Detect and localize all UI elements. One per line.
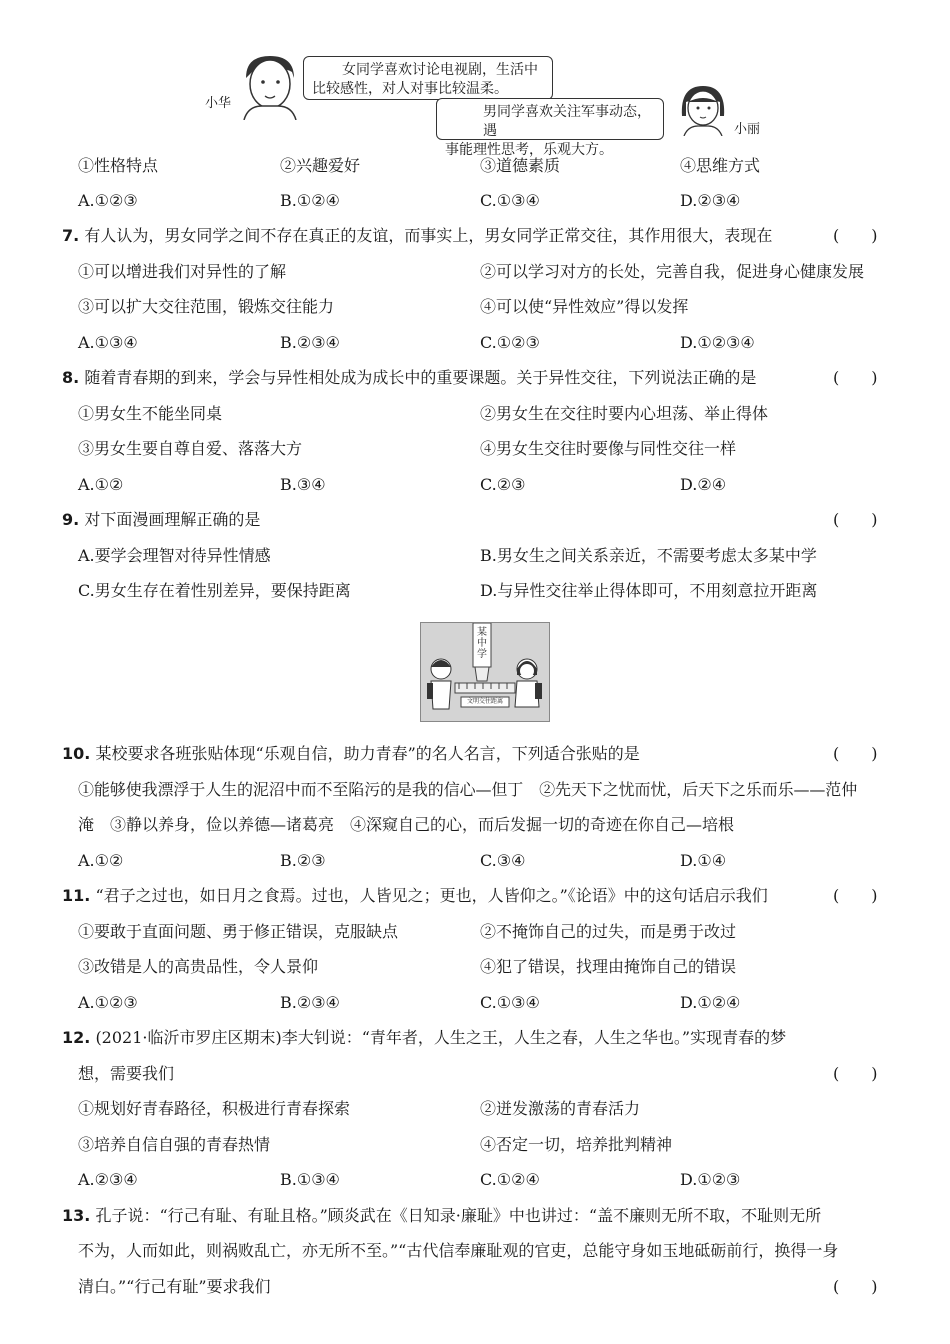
option-item: ④思维方式 bbox=[680, 156, 761, 175]
question-text: 随着青春期的到来，学会与异性相处成为成长中的重要课题。关于异性交往，下列说法正确的是 bbox=[84, 368, 757, 387]
answer-choice-b[interactable]: B.①③④ bbox=[280, 1170, 340, 1189]
option-item: ②男女生在交往时要内心坦荡、举止得体 bbox=[480, 404, 769, 423]
answer-blank[interactable]: ( ) bbox=[833, 1277, 878, 1296]
boy-speech-bubble bbox=[303, 56, 553, 100]
answer-choice-c[interactable]: C.男女生存在着性别差异，要保持距离 bbox=[78, 581, 351, 600]
option-item: ①男女生不能坐同桌 bbox=[78, 404, 223, 423]
answer-choice-c[interactable]: C.①②③ bbox=[480, 333, 540, 352]
answer-choice-a[interactable]: A.①② bbox=[78, 851, 124, 870]
question-stem bbox=[62, 1027, 786, 1049]
option-item: ②不掩饰自己的过失，而是勇于改过 bbox=[480, 922, 737, 941]
question-number: 8. bbox=[62, 368, 80, 387]
answer-choice-d[interactable]: D.①④ bbox=[680, 851, 727, 870]
answer-choice-a[interactable]: A.①② bbox=[78, 475, 124, 494]
cartoon-caption: 文明交往距离 bbox=[466, 698, 503, 705]
answer-choice-b[interactable]: B.男女生之间关系亲近，不需要考虑太多某中学 bbox=[480, 546, 817, 565]
girl-name: 小丽 bbox=[734, 122, 761, 137]
option-text: 淹 ③静以养身，俭以养德—诸葛亮 ④深窥自己的心，而后发掘一切的奇迹在你自己—培根 bbox=[78, 815, 735, 834]
answer-blank[interactable]: ( ) bbox=[833, 1064, 878, 1083]
question-number: 11. bbox=[62, 886, 91, 905]
bubble-bottom-line-1: 男同学喜欢关注军事动态，遇 bbox=[483, 104, 651, 139]
option-item: ①可以增进我们对异性的了解 bbox=[78, 262, 287, 281]
option-item: ④否定一切，培养批判精神 bbox=[480, 1135, 673, 1154]
bubble-top-line-2: 比较感性，对人对事比较温柔。 bbox=[312, 81, 508, 97]
option-item: ③道德素质 bbox=[480, 156, 561, 175]
answer-choice-b[interactable]: B.①②④ bbox=[280, 191, 340, 210]
option-item: ②迸发激荡的青春活力 bbox=[480, 1099, 641, 1118]
question-text-continued: 清白。”“行己有耻”要求我们 bbox=[78, 1277, 271, 1296]
girl-speech-bubble bbox=[436, 98, 664, 158]
girl-avatar bbox=[672, 82, 734, 136]
option-item: ②兴趣爱好 bbox=[280, 156, 361, 175]
answer-blank[interactable]: ( ) bbox=[833, 886, 878, 905]
question-text-continued: 想，需要我们 bbox=[78, 1064, 175, 1083]
answer-blank[interactable]: ( ) bbox=[833, 226, 878, 245]
option-item: ④可以使“异性效应”得以发挥 bbox=[480, 297, 689, 316]
question-number: 12. bbox=[62, 1028, 91, 1047]
answer-choice-a[interactable]: A.①②③ bbox=[78, 191, 138, 210]
answer-choice-a[interactable]: A.①②③ bbox=[78, 993, 138, 1012]
answer-choice-c[interactable]: C.①③④ bbox=[480, 191, 540, 210]
option-item: ④犯了错误，找理由掩饰自己的错误 bbox=[480, 957, 737, 976]
option-item: ③男女生要自尊自爱、落落大方 bbox=[78, 439, 303, 458]
question-text: 有人认为，男女同学之间不存在真正的友谊，而事实上，男女同学正常交往，其作用很大，表现在 bbox=[84, 226, 773, 245]
bubble-bottom-line-2: 事能理性思考，乐观大方。 bbox=[445, 142, 613, 158]
question-stem bbox=[62, 225, 772, 247]
answer-blank[interactable]: ( ) bbox=[833, 744, 878, 763]
question-number: 9. bbox=[62, 510, 80, 529]
option-text: ①能够使我漂浮于人生的泥沼中而不至陷污的是我的信心—但丁 ②先天下之忧而忧，后天下之乐而乐——范仲 bbox=[78, 780, 858, 799]
option-item: ③改错是人的高贵品性，令人景仰 bbox=[78, 957, 319, 976]
question-stem bbox=[62, 509, 260, 531]
question-text: 孔子说：“行己有耻、有耻且格。”顾炎武在《日知录·廉耻》中也讲过：“盖不廉则无所不取，不耻则无所 bbox=[95, 1206, 822, 1225]
answer-choice-c[interactable]: C.①③④ bbox=[480, 993, 540, 1012]
answer-choice-b[interactable]: B.②③④ bbox=[280, 993, 340, 1012]
question-number: 10. bbox=[62, 744, 91, 763]
option-item: ②可以学习对方的长处，完善自我，促进身心健康发展 bbox=[480, 262, 865, 281]
answer-choice-a[interactable]: A.②③④ bbox=[78, 1170, 138, 1189]
answer-choice-d[interactable]: D.②④ bbox=[680, 475, 727, 494]
answer-choice-c[interactable]: C.①②④ bbox=[480, 1170, 540, 1189]
question-text: “君子之过也，如日月之食焉。过也，人皆见之；更也，人皆仰之。”《论语》中的这句话启示我们 bbox=[95, 886, 768, 905]
answer-choice-b[interactable]: B.②③ bbox=[280, 851, 326, 870]
option-item: ③培养自信自强的青春热情 bbox=[78, 1135, 271, 1154]
answer-choice-b[interactable]: B.②③④ bbox=[280, 333, 340, 352]
question-stem bbox=[62, 1205, 821, 1227]
bubble-top-line-1: 女同学喜欢讨论电视剧，生活中 bbox=[342, 62, 538, 78]
answer-blank[interactable]: ( ) bbox=[833, 368, 878, 387]
answer-choice-b[interactable]: B.③④ bbox=[280, 475, 326, 494]
question-text: 某校要求各班张贴体现“乐观自信，助力青春”的名人名言，下列适合张贴的是 bbox=[95, 744, 640, 763]
answer-choice-c[interactable]: C.③④ bbox=[480, 851, 526, 870]
option-item: ④男女生交往时要像与同性交往一样 bbox=[480, 439, 737, 458]
cartoon-image bbox=[420, 622, 550, 722]
question-number: 13. bbox=[62, 1206, 91, 1225]
boy-name: 小华 bbox=[205, 96, 232, 111]
question-text: (2021·临沂市罗庄区期末)李大钊说：“青年者，人生之王，人生之春，人生之华也。”实现青春的梦 bbox=[95, 1028, 787, 1047]
option-item: ①规划好青春路径，积极进行青春探索 bbox=[78, 1099, 351, 1118]
answer-choice-d[interactable]: D.与异性交往举止得体即可，不用刻意拉开距离 bbox=[480, 581, 818, 600]
answer-choice-c[interactable]: C.②③ bbox=[480, 475, 526, 494]
answer-choice-d[interactable]: D.①②③ bbox=[680, 1170, 741, 1189]
question-text: 对下面漫画理解正确的是 bbox=[84, 510, 261, 529]
option-item: ①要敢于直面问题、勇于修正错误，克服缺点 bbox=[78, 922, 399, 941]
answer-choice-a[interactable]: A.①③④ bbox=[78, 333, 138, 352]
answer-blank[interactable]: ( ) bbox=[833, 510, 878, 529]
option-item: ①性格特点 bbox=[78, 156, 159, 175]
cartoon-school-sign: 某中学 bbox=[477, 627, 487, 660]
answer-choice-a[interactable]: A.要学会理智对待异性情感 bbox=[78, 546, 271, 565]
question-number: 7. bbox=[62, 226, 80, 245]
answer-choice-d[interactable]: D.①②③④ bbox=[680, 333, 755, 352]
question-stem bbox=[62, 367, 756, 389]
answer-choice-d[interactable]: D.②③④ bbox=[680, 191, 741, 210]
question-text-continued: 不为，人而如此，则祸败乱亡，亦无所不至。”“古代信奉廉耻观的官吏，总能守身如玉地砥砺前行，换得一身 bbox=[78, 1241, 839, 1260]
answer-choice-d[interactable]: D.①②④ bbox=[680, 993, 741, 1012]
question-stem bbox=[62, 885, 768, 907]
option-item: ③可以扩大交往范围，锻炼交往能力 bbox=[78, 297, 335, 316]
question-stem bbox=[62, 743, 640, 765]
